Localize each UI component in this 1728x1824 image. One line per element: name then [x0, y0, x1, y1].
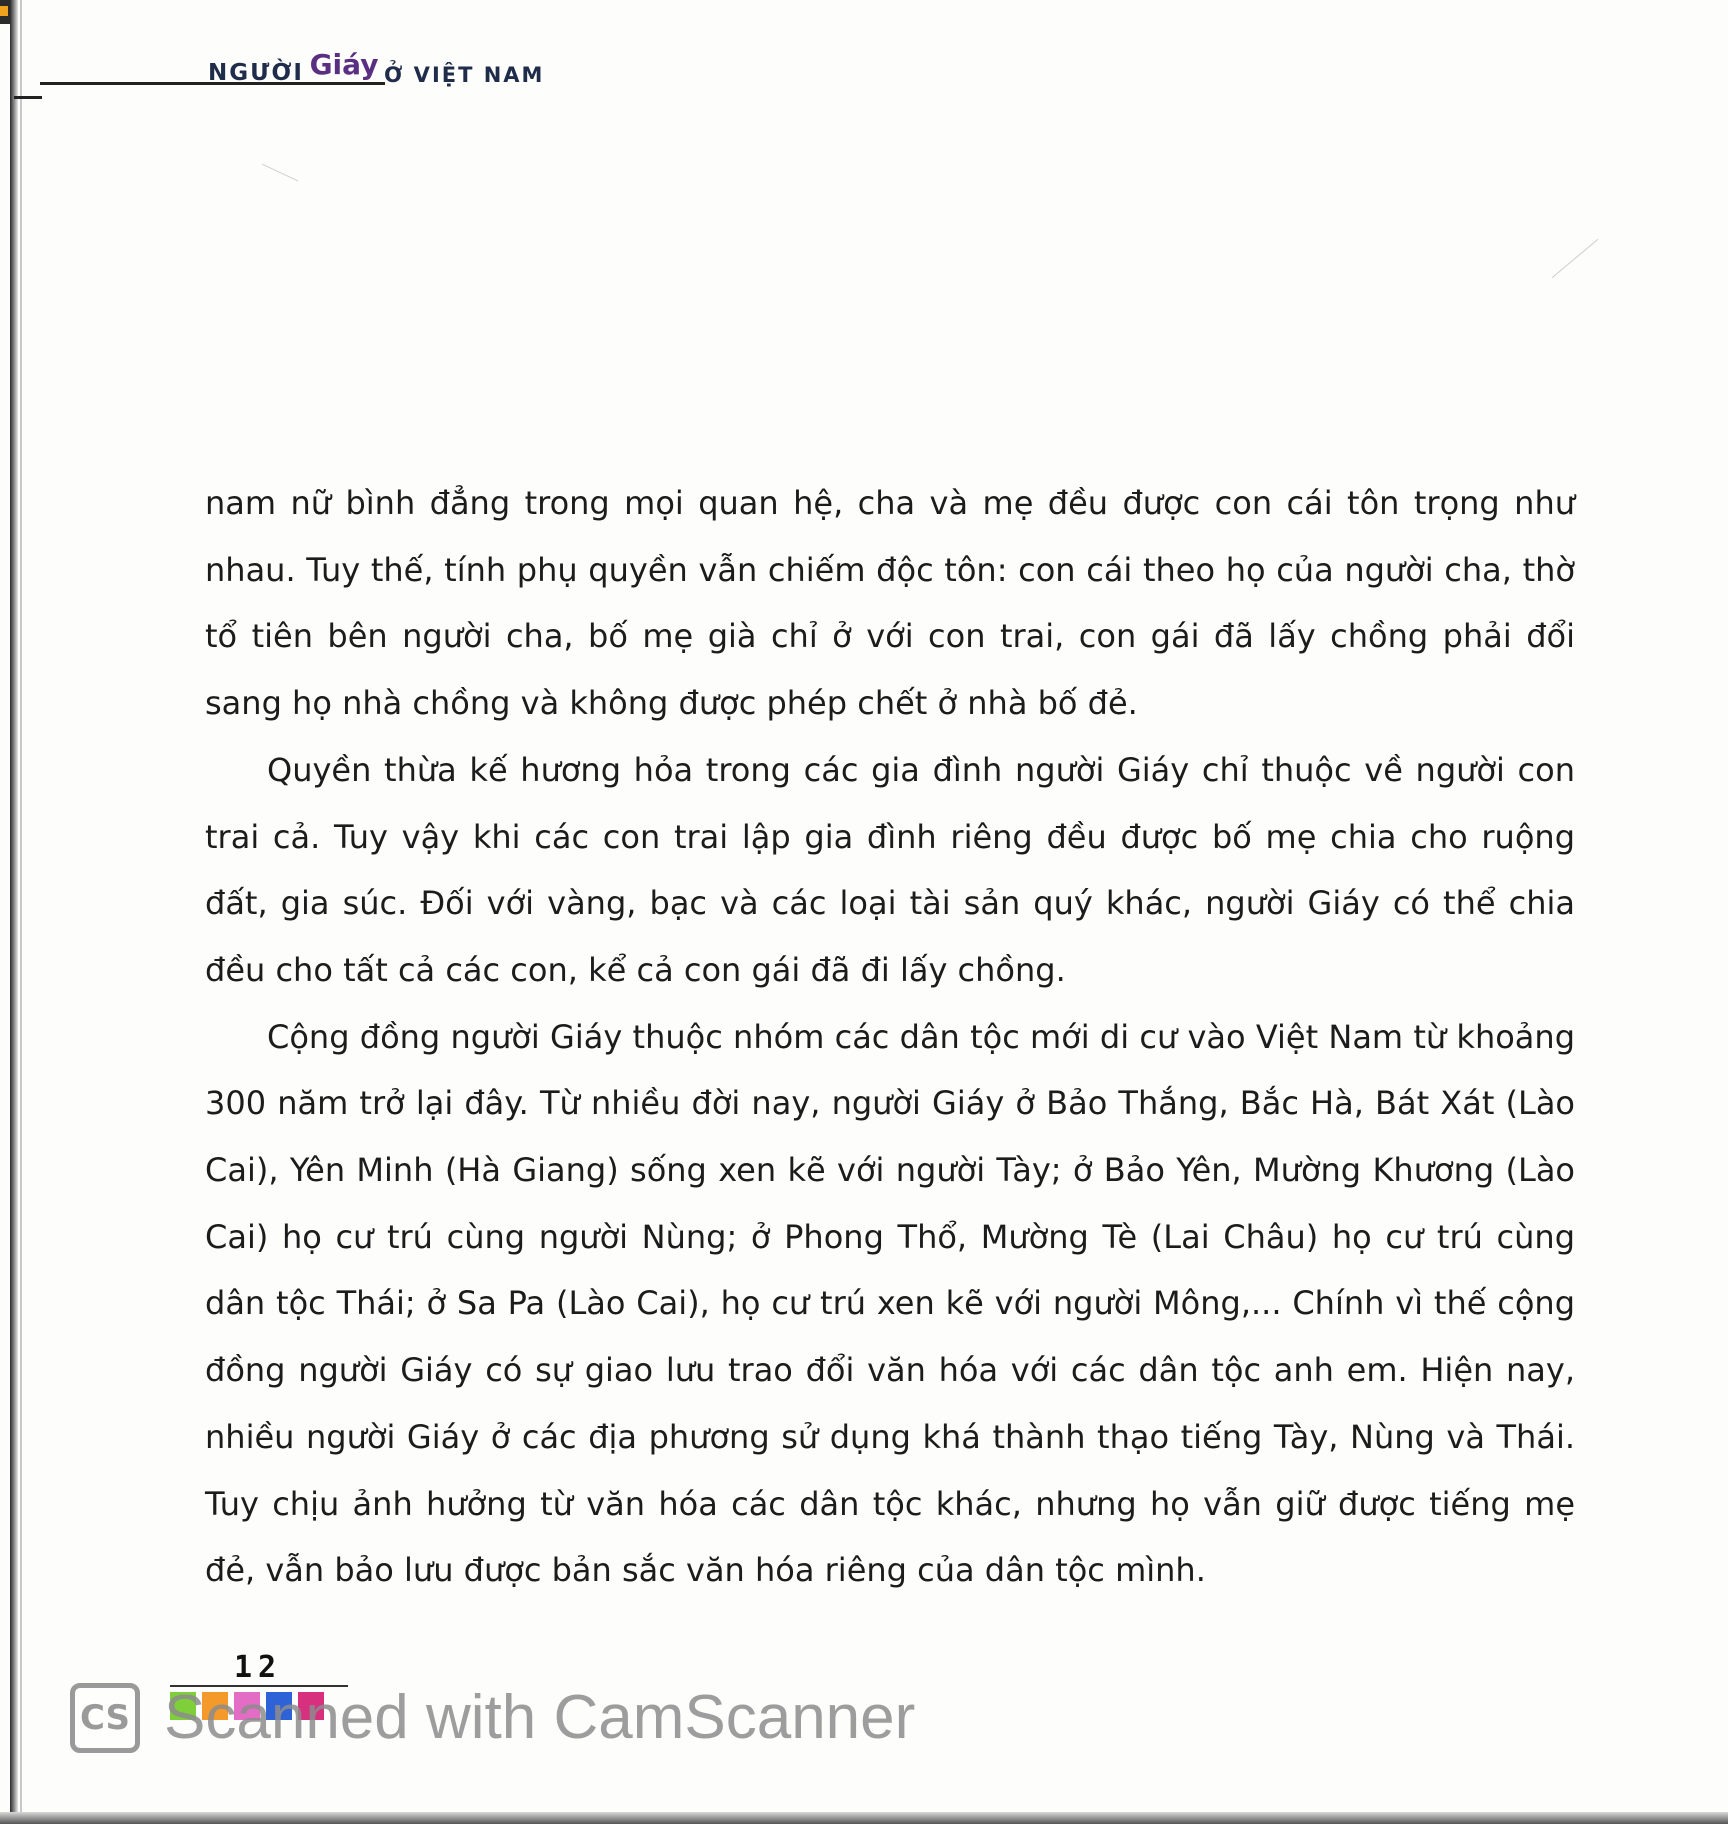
header-part-viet-nam: Ở VIỆT NAM: [384, 63, 545, 87]
body-text: [205, 470, 1575, 1604]
paragraph-3: Cộng đồng người Giáy thuộc nhóm các dân tộc mới di cư vào Việt Nam từ khoảng 300 năm trở lại đây. Từ nhiều đời nay, người Giáy ở Bảo Thắng, Bắc Hà, Bát Xát (Lào Cai), Yên Minh (Hà Giang) sống xen kẽ với người Tày; ở Bảo Yên, Mường Khương (Lào Cai) họ cư trú cùng người Nùng; ở Phong Thổ, Mường Tè (Lai Châu) họ cư trú cùng dân tộc Thái; ở Sa Pa (Lào Cai), họ cư trú xen kẽ với người Mông,... Chính vì thế cộng đồng người Giáy có sự giao lưu trao đổi văn hóa với các dân tộc anh em. Hiện nay, nhiều người Giáy ở các địa phương sử dụng khá thành thạo tiếng Tày, Nùng và Thái. Tuy chịu ảnh hưởng từ văn hóa các dân tộc khác, nhưng họ vẫn giữ được tiếng mẹ đẻ, vẫn bảo lưu được bản sắc văn hóa riêng của dân tộc mình.: [205, 1017, 1575, 1590]
paragraph-1: nam nữ bình đẳng trong mọi quan hệ, cha và mẹ đều được con cái tôn trọng như nhau. Tuy thế, tính phụ quyền vẫn chiếm độc tôn: con cái theo họ của người cha, thờ tổ tiên bên người cha, bố mẹ già chỉ ở với con trai, con gái đã lấy chồng phải đổi sang họ nhà chồng và không được phép chết ở nhà bố đẻ.: [205, 484, 1575, 723]
page-number: 12: [234, 1650, 283, 1685]
camscanner-logo-icon: CS: [70, 1683, 140, 1753]
header-part-nguoi: NGƯỜI: [208, 60, 304, 86]
scan-artifact: [262, 164, 299, 182]
watermark-text: Scanned with CamScanner: [164, 1683, 916, 1752]
scan-artifact: [1552, 239, 1599, 278]
camscanner-watermark: [70, 1682, 915, 1753]
corner-color-mark: [0, 6, 8, 16]
page-bottom-edge: [0, 1812, 1728, 1824]
header-rule-left: [14, 96, 42, 99]
page-left-edge-line: [20, 0, 22, 1824]
running-header: [208, 48, 544, 92]
page-left-edge: [10, 0, 18, 1824]
paragraph-2: Quyền thừa kế hương hỏa trong các gia đình người Giáy chỉ thuộc về người con trai cả. Tuy vậy khi các con trai lập gia đình riêng đều được bố mẹ chia cho ruộng đất, gia súc. Đối với vàng, bạc và các loại tài sản quý khác, người Giáy có thể chia đều cho tất cả các con, kể cả con gái đã đi lấy chồng.: [205, 750, 1575, 989]
header-part-giay: Giáy: [309, 48, 379, 81]
